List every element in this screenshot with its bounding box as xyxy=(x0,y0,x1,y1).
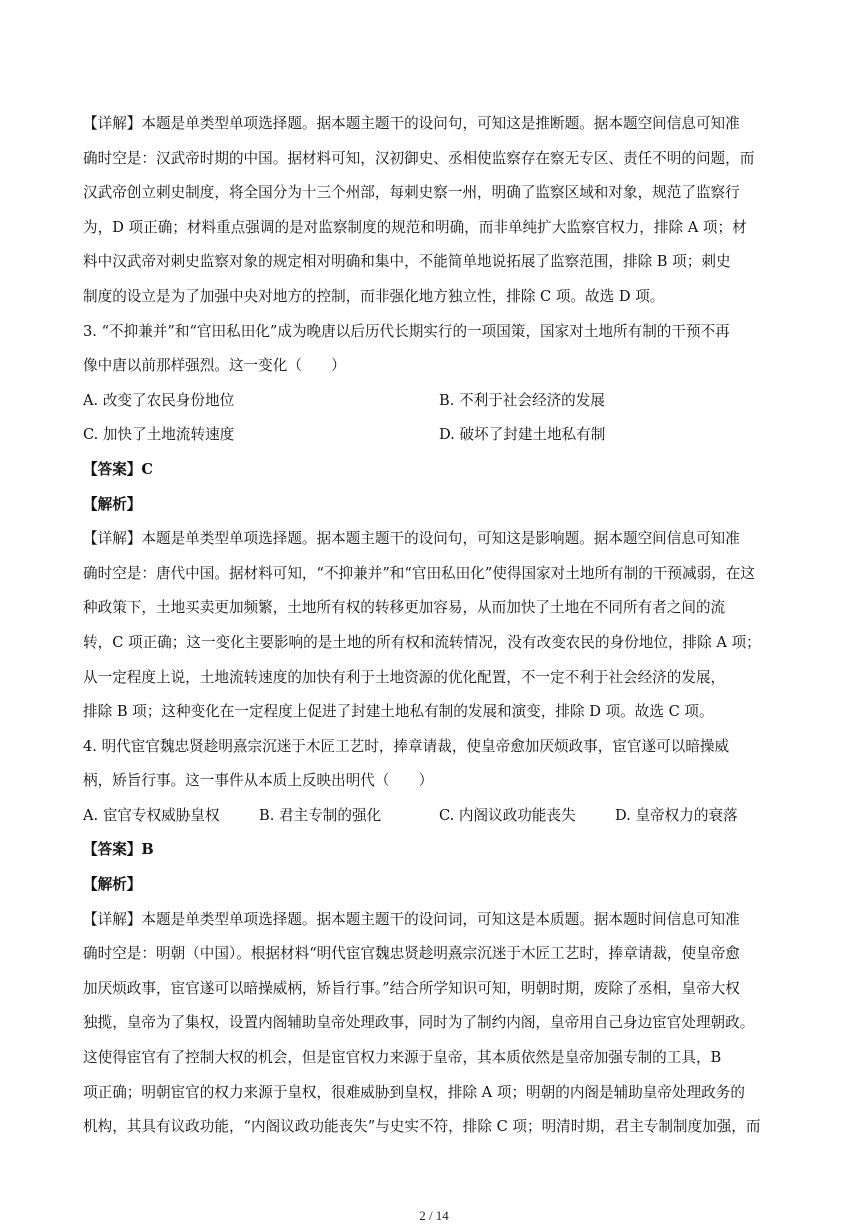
q2-detail-line-2: 确时空是：汉武帝时期的中国。据材料可知，汉初御史、丞相使监察存在察无专区、责任不明的问题，而 xyxy=(83,149,755,167)
q4-stem-line-1: 4. 明代宦官魏忠贤趁明熹宗沉迷于木匠工艺时，捧章请裁，使皇帝愈加厌烦政事，宦官遂可以暗操威 xyxy=(83,737,730,755)
q3-option-a: A. 改变了农民身份地位 xyxy=(83,391,235,409)
q4-detail-line-6: 项正确；明朝宦官的权力来源于皇权，很难威胁到皇权，排除 A 项；明朝的内阁是辅助皇帝处理政务的 xyxy=(83,1083,745,1101)
page-number: 2 / 14 xyxy=(419,1208,449,1223)
q4-detail-line-5: 这使得宦官有了控制大权的机会，但是宦官权力来源于皇帝，其本质依然是皇帝加强专制的工具，B xyxy=(83,1049,722,1067)
q4-option-a: A. 宦官专权威胁皇权 xyxy=(83,806,220,824)
q3-analysis-label: 【解析】 xyxy=(83,495,142,513)
page-content xyxy=(83,107,795,1145)
q3-options-row-1 xyxy=(83,384,795,419)
q2-detail-line-5: 料中汉武帝对刺史监察对象的规定相对明确和集中，不能简单地说拓展了监察范围，排除 B 项；刺史 xyxy=(83,253,731,271)
q3-stem-line-2: 像中唐以前那样强烈。这一变化（ ） xyxy=(83,357,346,375)
q4-detail-line-7: 机构，其具有议政功能，“内阁议政功能丧失”与史实不符，排除 C 项；明清时期，君主专制制度加强，而 xyxy=(83,1118,761,1136)
q4-option-c: C. 内阁议政功能丧失 xyxy=(439,806,576,824)
q3-option-c: C. 加快了土地流转速度 xyxy=(83,426,235,444)
q3-detail-line-4: 转，C 项正确；这一变化主要影响的是土地的所有权和流转情况，没有改变农民的身份地位，排除 A 项； xyxy=(83,633,761,651)
q3-detail-line-5: 从一定程度上说，土地流转速度的加快有利于土地资源的优化配置，不一定不利于社会经济的发展， xyxy=(83,668,726,686)
question-4 xyxy=(83,730,795,1145)
question-3 xyxy=(83,315,795,730)
q3-detail-line-3: 种政策下，土地买卖更加频繁，土地所有权的转移更加容易，从而加快了土地在不同所有者之间的流 xyxy=(83,599,726,617)
q2-detail xyxy=(83,107,795,315)
q4-option-d: D. 皇帝权力的衰落 xyxy=(615,806,738,824)
q4-detail-line-1: 【详解】本题是单类型单项选择题。据本题主题干的设问词，可知这是本质题。据本题时间信息可知准 xyxy=(83,910,740,928)
q4-option-b: B. 君主专制的强化 xyxy=(259,806,382,824)
q3-detail-line-2: 确时空是：唐代中国。据材料可知，“不抑兼并”和“官田私田化”使得国家对土地所有制的干预减弱，在这 xyxy=(83,564,755,582)
q4-detail-line-4: 独揽，皇帝为了集权，设置内阁辅助皇帝处理政事，同时为了制约内阁，皇帝用自己身边宦官处理朝政。 xyxy=(83,1014,755,1032)
q2-detail-line-3: 汉武帝创立刺史制度，将全国分为十三个州部，每刺史察一州，明确了监察区域和对象，规范了监察行 xyxy=(83,184,740,202)
q4-detail-line-2: 确时空是：明朝（中国）。根据材料“明代宦官魏忠贤趁明熹宗沉迷于木匠工艺时，捧章请裁，使皇帝愈 xyxy=(83,945,740,963)
q3-options-row-2 xyxy=(83,418,795,453)
q3-stem-line-1: 3. “不抑兼并”和“官田私田化”成为晚唐以后历代长期实行的一项国策，国家对土地所有制的干预不再 xyxy=(83,322,730,340)
q4-answer: 【答案】B xyxy=(83,841,154,859)
q4-options-row xyxy=(83,799,795,834)
q4-stem-line-2: 柄，矫旨行事。这一事件从本质上反映出明代（ ） xyxy=(83,772,434,790)
q4-analysis-label: 【解析】 xyxy=(83,876,142,894)
q2-detail-line-1: 【详解】本题是单类型单项选择题。据本题主题干的设问句，可知这是推断题。据本题空间信息可知准 xyxy=(83,115,740,132)
q3-option-d: D. 破坏了封建土地私有制 xyxy=(439,426,606,444)
q3-option-b: B. 不利于社会经济的发展 xyxy=(439,391,605,409)
q4-detail-line-3: 加厌烦政事，宦官遂可以暗操威柄，矫旨行事。”结合所学知识可知，明朝时期，废除了丞相，皇帝大权 xyxy=(83,979,740,997)
q3-detail-line-1: 【详解】本题是单类型单项选择题。据本题主题干的设问句，可知这是影响题。据本题空间信息可知准 xyxy=(83,530,740,548)
q3-detail-line-6: 排除 B 项；这种变化在一定程度上促进了封建土地私有制的发展和演变，排除 D 项。故选 C 项。 xyxy=(83,703,714,721)
q2-detail-line-6: 制度的设立是为了加强中央对地方的控制，而非强化地方独立性，排除 C 项。故选 D 项。 xyxy=(83,287,665,305)
q3-answer: 【答案】C xyxy=(83,460,153,478)
q2-detail-line-4: 为，D 项正确；材料重点强调的是对监察制度的规范和明确，而非单纯扩大监察官权力，排除 A 项；材 xyxy=(83,218,747,236)
